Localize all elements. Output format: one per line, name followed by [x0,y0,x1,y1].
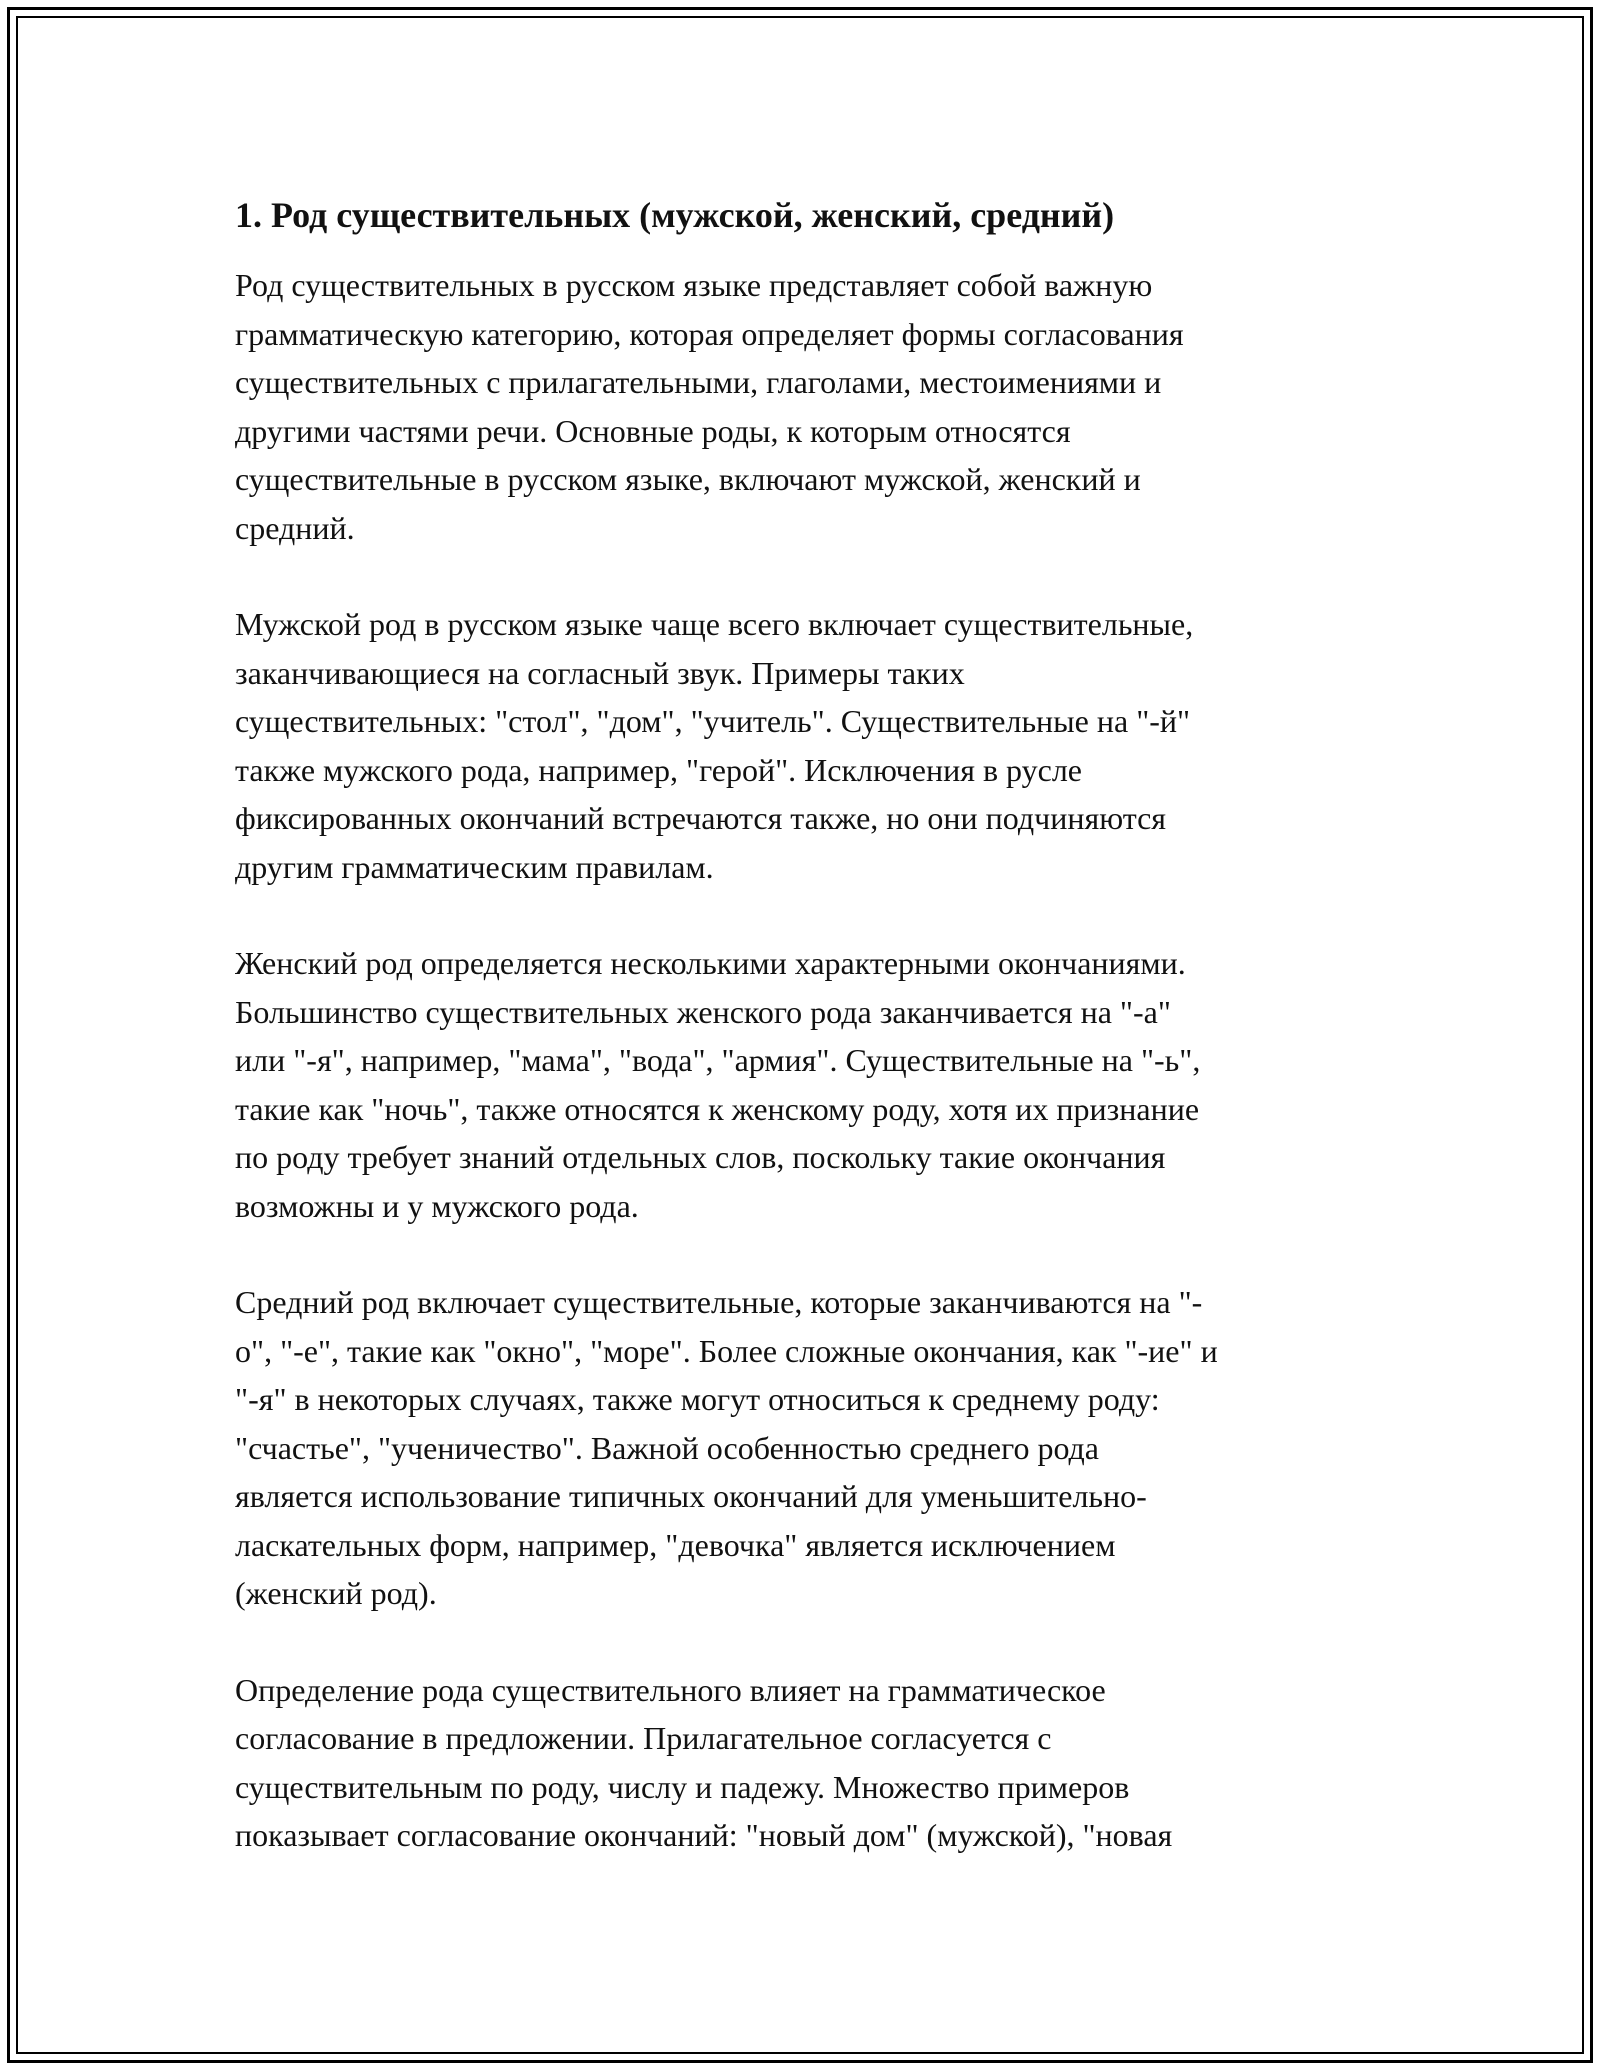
text-line: другими частями речи. Основные роды, к которым относятся [235,412,1071,449]
text-line: существительным по роду, числу и падежу. Множество примеров [235,1768,1130,1805]
paragraph-neuter [235,1278,1375,1618]
text-line: такие как "ночь", также относятся к женскому роду, хотя их признание [235,1090,1200,1127]
section-heading: 1. Род существительных (мужской, женский, средний) [235,195,1115,235]
text-line: (женский род). [235,1575,437,1611]
text-line: согласование в предложении. Прилагательное согласуется с [235,1720,1052,1756]
text-line: Средний род включает существительные, которые заканчиваются на "- [235,1284,1203,1320]
text-line: Определение рода существительного влияет на грамматическое [235,1671,1106,1708]
text-line: "-я" в некоторых случаях, также могут относиться к среднему роду: [235,1381,1160,1417]
document-body [235,185,1375,1908]
text-line: "счастье", "ученичество". Важной особенностью среднего рода [235,1429,1099,1466]
text-line: показывает согласование окончаний: "новый дом" (мужской), "новая [235,1817,1173,1853]
text-line: Род существительных в русском языке представляет собой важную [235,267,1153,303]
text-line: по роду требует знаний отдельных слов, поскольку такие окончания [235,1139,1166,1175]
text-line: заканчивающиеся на согласный звук. Примеры таких [235,654,965,691]
text-line: фиксированных окончаний встречаются также, но они подчиняются [235,800,1166,836]
text-line: возможны и у мужского рода. [235,1187,639,1224]
text-line: Женский род определяется несколькими характерными окончаниями. [235,945,1186,981]
text-line: грамматическую категорию, которая определяет формы согласования [235,315,1184,352]
text-line: ласкательных форм, например, "девочка" является исключением [235,1526,1116,1563]
paragraph-feminine [235,939,1375,1230]
text-line: другим грамматическим правилам. [235,848,714,885]
text-line: существительных с прилагательными, глаголами, местоимениями и [235,364,1162,400]
text-line: средний. [235,509,355,546]
text-line: Большинство существительных женского рода заканчивается на "-а" [235,993,1171,1030]
text-line: существительные в русском языке, включают мужской, женский и [235,461,1141,497]
paragraph-agreement [235,1666,1375,1860]
text-line: о", "-е", такие как "окно", "море". Более сложные окончания, как "-ие" и [235,1332,1218,1369]
text-line: Мужской род в русском языке чаще всего включает существительные, [235,606,1194,642]
paragraph-masculine [235,600,1375,891]
text-line: является использование типичных окончаний для уменьшительно- [235,1478,1147,1514]
text-line: также мужского рода, например, "герой". Исключения в русле [235,751,1082,788]
text-line: или "-я", например, "мама", "вода", "армия". Существительные на "-ь", [235,1042,1201,1078]
paragraph-gender-intro [235,261,1375,552]
text-line: существительных: "стол", "дом", "учитель". Существительные на "-й" [235,703,1191,739]
